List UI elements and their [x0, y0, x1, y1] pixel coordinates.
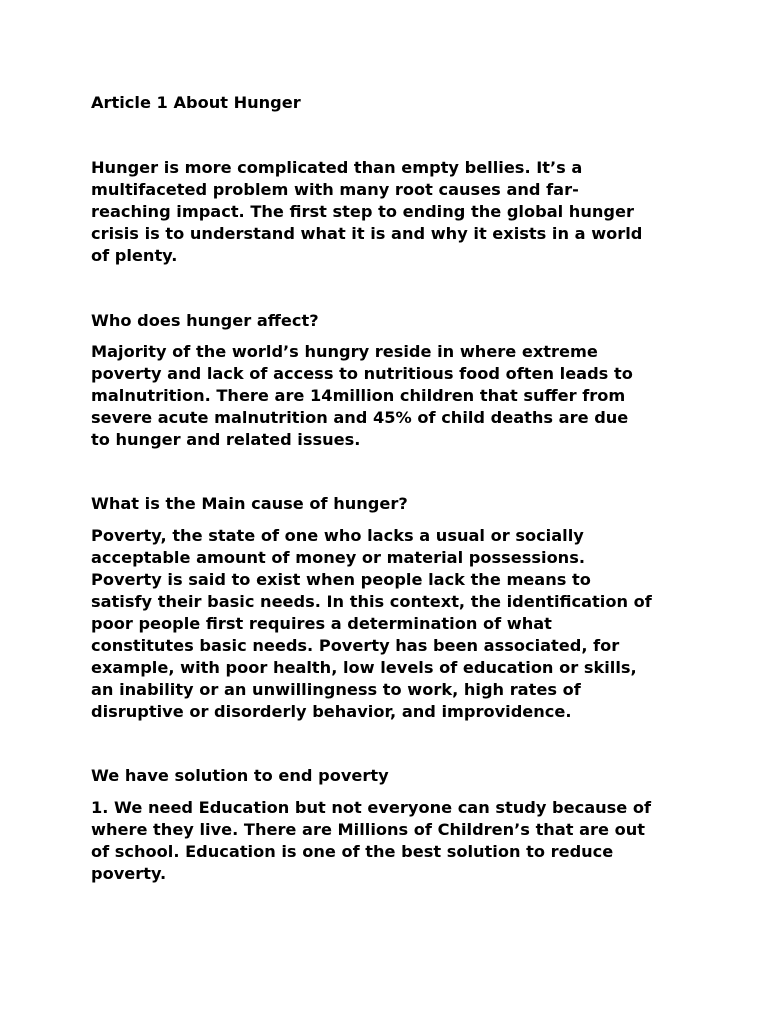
paragraph-line: of school. Education is one of the best solution to reduce — [91, 842, 614, 861]
intro-paragraph — [91, 157, 691, 267]
document-title — [91, 92, 691, 114]
section-heading-main-cause — [91, 493, 691, 515]
paragraph-line: Majority of the world’s hungry reside in where extreme — [91, 342, 598, 361]
paragraph-line: disruptive or disorderly behavior, and improvidence. — [91, 702, 572, 721]
paragraph-line: an inability or an unwillingness to work, high rates of — [91, 680, 581, 699]
section-heading-text: Who does hunger affect? — [91, 311, 319, 330]
paragraph-line: multifaceted problem with many root causes and far- — [91, 180, 579, 199]
paragraph-line: satisfy their basic needs. In this context, the identification of — [91, 592, 652, 611]
paragraph-line: Hunger is more complicated than empty bellies. It’s a — [91, 158, 583, 177]
paragraph-line: crisis is to understand what it is and why it exists in a world — [91, 224, 643, 243]
section-heading-text: We have solution to end poverty — [91, 766, 389, 785]
section-paragraph-solution — [91, 797, 691, 885]
paragraph-line: poverty. — [91, 864, 167, 883]
paragraph-line: constitutes basic needs. Poverty has been associated, for — [91, 636, 620, 655]
paragraph-line: of plenty. — [91, 246, 178, 265]
section-paragraph-main-cause — [91, 525, 691, 723]
paragraph-line: poverty and lack of access to nutritious food often leads to — [91, 364, 633, 383]
paragraph-line: acceptable amount of money or material possessions. — [91, 548, 585, 567]
paragraph-line: Poverty, the state of one who lacks a usual or socially — [91, 526, 584, 545]
paragraph-line: 1. We need Education but not everyone can study because of — [91, 798, 652, 817]
paragraph-line: malnutrition. There are 14million children that suffer from — [91, 386, 626, 405]
section-heading-hunger-affect — [91, 310, 691, 332]
paragraph-line: Poverty is said to exist when people lack the means to — [91, 570, 591, 589]
paragraph-line: where they live. There are Millions of Children’s that are out — [91, 820, 646, 839]
paragraph-line: severe acute malnutrition and 45% of child deaths are due — [91, 408, 629, 427]
paragraph-line: to hunger and related issues. — [91, 430, 361, 449]
section-paragraph-hunger-affect — [91, 341, 691, 451]
paragraph-line: example, with poor health, low levels of education or skills, — [91, 658, 637, 677]
paragraph-line: reaching impact. The first step to ending the global hunger — [91, 202, 634, 221]
section-heading-solution — [91, 765, 691, 787]
document-title-text: Article 1 About Hunger — [91, 93, 301, 112]
section-heading-text: What is the Main cause of hunger? — [91, 494, 408, 513]
paragraph-line: poor people first requires a determination of what — [91, 614, 552, 633]
